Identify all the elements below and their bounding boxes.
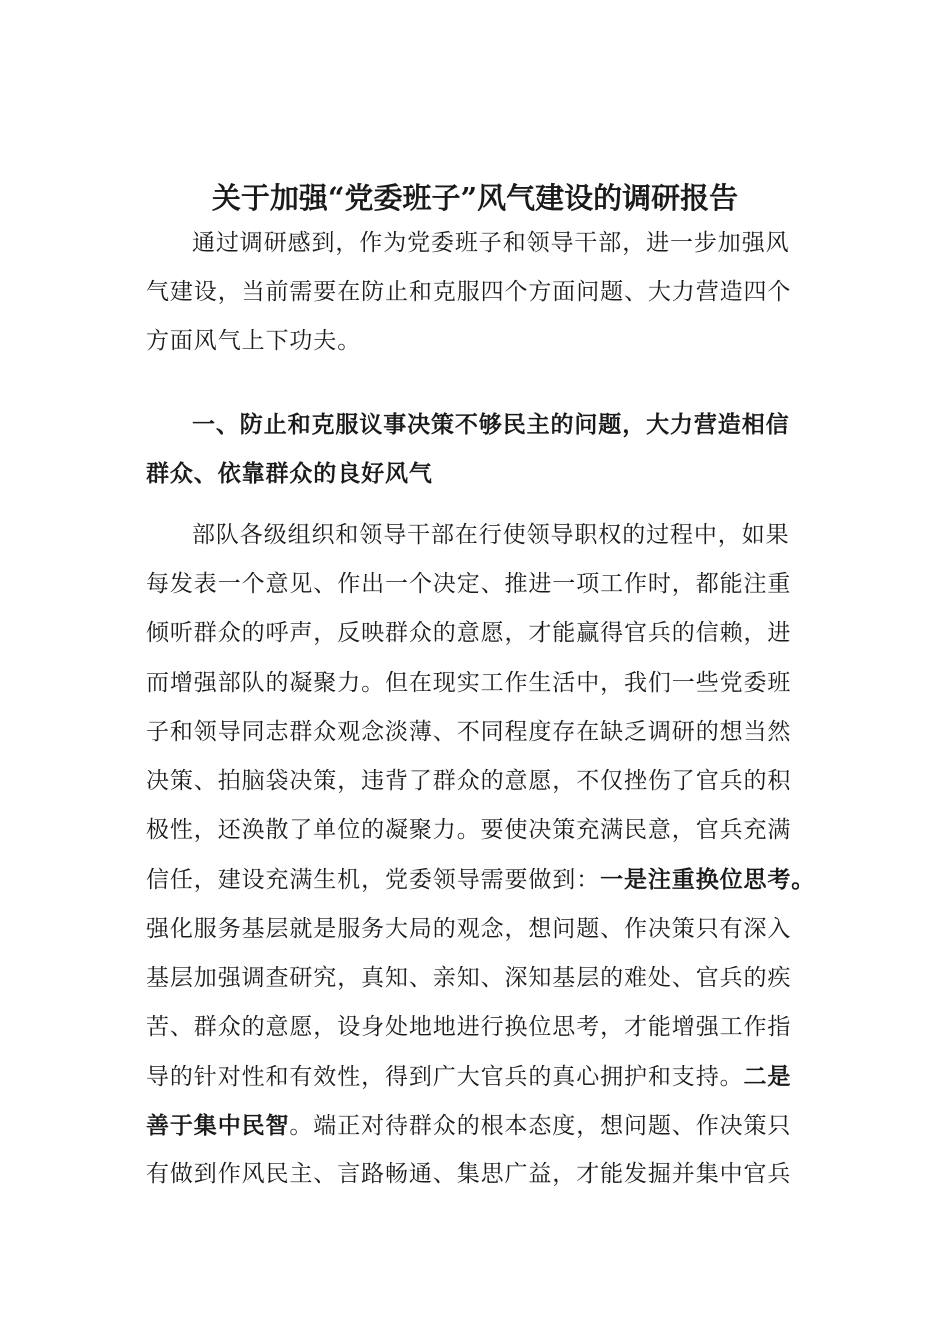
body-line: 有做到作风民主、言路畅通、集思广益，才能发掘并集中官兵: [146, 1161, 792, 1188]
body-line: 极性，还涣散了单位的凝聚力。要使决策充满民意，官兵充满: [146, 817, 792, 844]
body-line: 而增强部队的凝聚力。但在现实工作生活中，我们一些党委班: [146, 669, 792, 696]
body-text: 。端正对待群众的根本态度，想问题、作决策只: [289, 1113, 792, 1140]
intro-line: 气建设，当前需要在防止和克服四个方面问题、大力营造四个: [146, 279, 792, 306]
bold-keypoint: 善于集中民智: [146, 1112, 290, 1140]
body-line: 倾听群众的呼声，反映群众的意愿，才能赢得官兵的信赖，进: [146, 620, 792, 647]
intro-paragraph: [146, 219, 806, 367]
body-line: 苦、群众的意愿，设身处地地进行换位思考，才能增强工作指: [146, 1013, 792, 1040]
heading-line: 一、防止和克服议事决策不够民主的问题，大力营造相信: [192, 411, 790, 438]
bold-keypoint: 一是注重换位思考。: [600, 866, 816, 894]
heading-line: 群众、依靠群众的良好风气: [146, 460, 433, 488]
intro-line: 通过调研感到，作为党委班子和领导干部，进一步加强风: [192, 230, 790, 256]
bold-keypoint: 二是: [743, 1063, 792, 1091]
body-line: 基层加强调查研究，真知、亲知、深知基层的难处、官兵的疾: [146, 964, 792, 991]
body-line: 子和领导同志群众观念淡薄、不同程度存在缺乏调研的想当然: [146, 718, 792, 745]
intro-line: 方面风气上下功夫。: [146, 328, 362, 355]
body-line: [146, 1052, 806, 1101]
body-line: 部队各级组织和领导干部在行使领导职权的过程中，如果: [192, 522, 790, 548]
body-text: 信任，建设充满生机，党委领导需要做到：: [146, 867, 601, 894]
document-title: 关于加强“党委班子”风气建设的调研报告: [211, 181, 739, 215]
body-paragraph: [146, 511, 816, 1200]
body-text: 导的针对性和有效性，得到广大官兵的真心拥护和支持。: [146, 1064, 744, 1091]
body-line: [146, 1101, 806, 1150]
section-heading-1: [146, 400, 806, 498]
body-line: 决策、拍脑袋决策，违背了群众的意愿，不仅挫伤了官兵的积: [146, 767, 792, 794]
body-line: [146, 855, 816, 904]
body-line: 每发表一个意见、作出一个决定、推进一项工作时，都能注重: [146, 571, 792, 598]
body-line: 强化服务基层就是服务大局的观念，想问题、作决策只有深入: [146, 915, 792, 942]
